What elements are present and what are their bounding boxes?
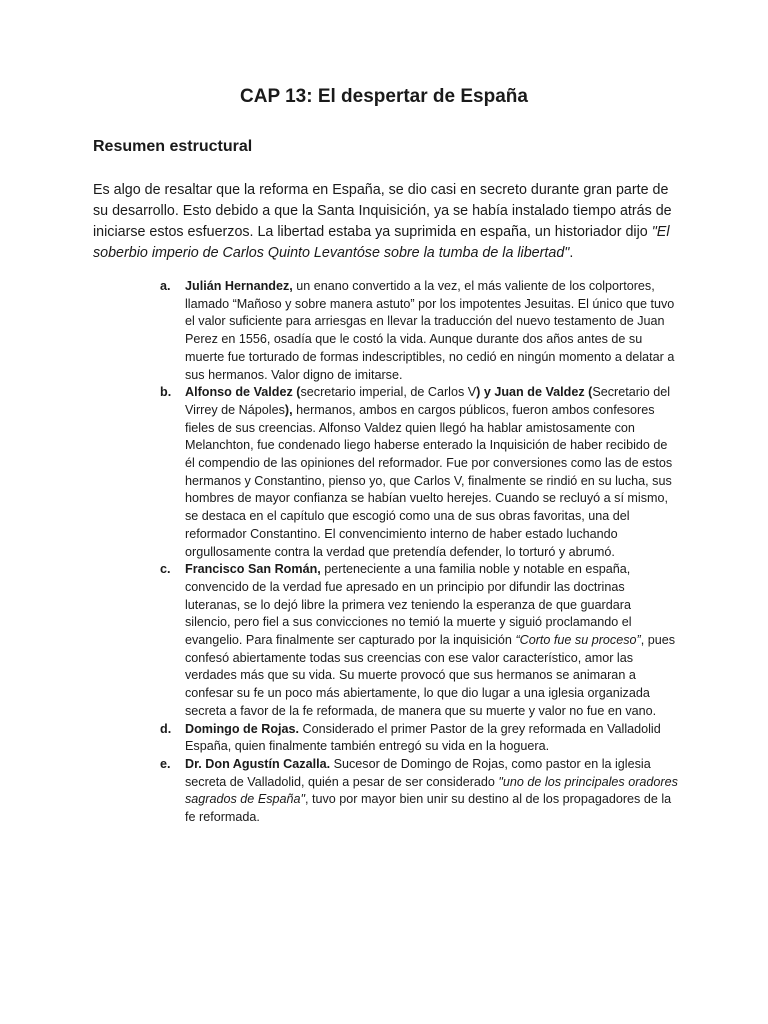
item-text: Sucesor de Domingo de Rojas, como pastor en la iglesia secreta de Valladolid, quién a pesar de ser considerado: [185, 756, 651, 789]
intro-quote: "El soberbio imperio de Carlos Quinto Levantóse sobre la tumba de la libertad": [93, 224, 670, 261]
item-join: ) y: [476, 385, 495, 400]
person-name: Dr. Don Agustín Cazalla.: [185, 756, 331, 771]
person-name: Alfonso de Valdez (: [185, 385, 301, 400]
item-close: ),: [284, 402, 293, 417]
list-marker: d.: [160, 721, 172, 736]
list-marker: e.: [160, 756, 171, 771]
person-name: Francisco San Román,: [185, 562, 321, 577]
item-text: , pues confesó abiertamente todas sus creencias con ese valor característico, amor las verdades más que su vida. Su muerte provocó que sus hermanos se animaran a confesar su fe un poco más abiertamente, lo que dio lugar a una iglesia organizada secreta a favor de la fe reformada, de manera que su muerte y valor no fue en vano.: [185, 633, 676, 718]
item-text: Considerado el primer Pastor de la grey reformada en Valladolid España, quien finalmente también entregó su vida en la hoguera.: [185, 721, 661, 754]
list-marker: b.: [160, 385, 172, 400]
section-heading: Resumen estructural: [93, 138, 253, 155]
list-item: [160, 561, 678, 720]
person-name: Domingo de Rojas.: [185, 721, 300, 736]
item-quote: "uno de los principales oradores sagrados de España": [185, 774, 678, 807]
summary-list: [160, 278, 678, 827]
list-item: [160, 756, 678, 827]
person-name: Juan de Valdez (: [494, 385, 593, 400]
item-aside: Secretario del Virrey de Nápoles: [185, 385, 671, 417]
intro-paragraph: [93, 180, 683, 264]
list-marker: c.: [160, 562, 171, 577]
item-aside: secretario imperial, de Carlos V: [300, 385, 477, 400]
list-item: [160, 384, 678, 561]
item-text: un enano convertido a la vez, el más valiente de los colportores, llamado “Mañoso y sobre manera astuto” por los impotentes Jesuitas. El único que tuvo el valor suficiente para arriesgas en llevar la traducción del nuevo testamento de Juan Perez en 1556, osadía que le costó la vida. Aunque durante dos años antes de su muerte fue torturado de formas indescriptibles, no cedió en ningún momento a delatar a sus hermanos. Valor digno de imitarse.: [185, 279, 675, 382]
item-text: , tuvo por mayor bien unir su destino al de los propagadores de la fe reformada.: [185, 792, 672, 825]
page-title: CAP 13: El despertar de España: [240, 86, 528, 107]
item-text: hermanos, ambos en cargos públicos, fueron ambos confesores fieles de sus creencias. Alfonso Valdez quien llegó ha hablar amistosamente con Melanchton, fue condenado liego haberse enterado la Inquisición de haber recibido de él compendio de las opiniones del reformador. Fue por conversiones como las de estos hermanos y Constantino, pienso yo, que Carlos V, finalmente se rindió en su lucha, sus hombres de mayor confianza se habían vuelto herejes. Cuando se recluyó a sí mismo, se destaca en el capítulo que escogió como una de sus obras favoritas, una del reformador Constantino. El convencimiento interno de haber estado luchando orgullosamente contra la verdad que pretendía defender, lo torturó y abrumó.: [185, 402, 673, 559]
intro-text: Es algo de resaltar que la reforma en España, se dio casi en secreto durante gran parte de su desarrollo. Esto debido a que la Santa Inquisición, ya se había instalado tiempo atrás de iniciarse estos esfuerzos. La libertad estaba ya suprimida en españa, un historiador dijo: [93, 182, 672, 240]
list-item: [160, 721, 678, 756]
list-item: [160, 278, 678, 384]
person-name: Julián Hernandez,: [185, 279, 293, 293]
intro-end: .: [569, 245, 574, 261]
item-quote: “Corto fue su proceso”: [515, 633, 641, 648]
list-marker: a.: [160, 279, 171, 293]
item-text: perteneciente a una familia noble y notable en españa, convencido de la verdad fue apresado en un principio por difundir las doctrinas luteranas, se lo dejó libre la primera vez teniendo la esperanza de que guardara silencio, pero fiel a sus convicciones no temió la muerte y siguió proclamando el evangelio. Para finalmente ser capturado por la inquisición: [185, 562, 632, 648]
